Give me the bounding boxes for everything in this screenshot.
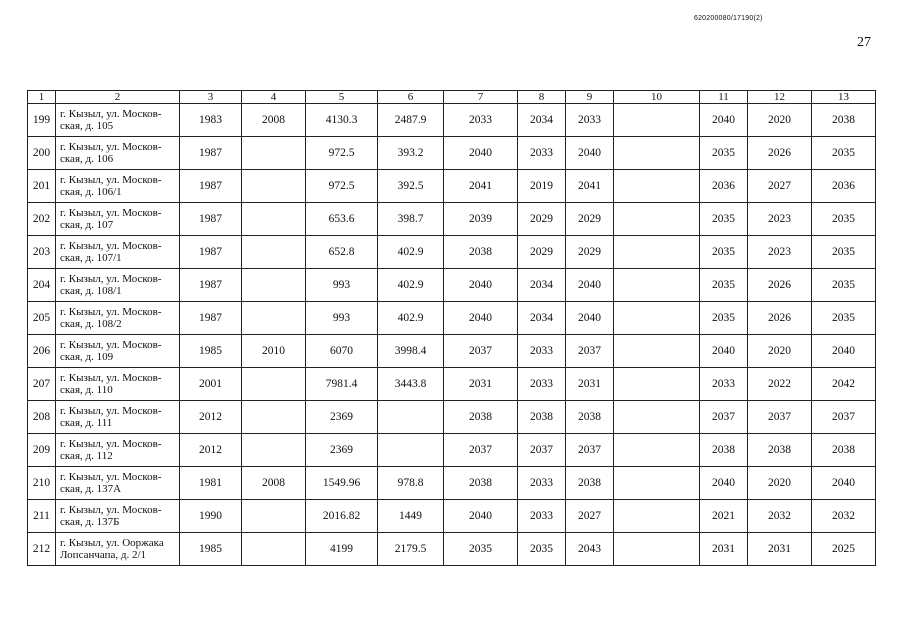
row-number-cell: 205: [28, 302, 56, 335]
table-cell: [614, 104, 700, 137]
table-cell: 2037: [444, 434, 518, 467]
table-cell: 392.5: [378, 170, 444, 203]
table-cell: 972.5: [306, 137, 378, 170]
table-cell: 993: [306, 269, 378, 302]
table-cell: 2040: [444, 500, 518, 533]
table-cell: 2036: [700, 170, 748, 203]
table-cell: 2038: [700, 434, 748, 467]
table-cell: 2040: [700, 467, 748, 500]
table-cell: 2023: [748, 203, 812, 236]
table-cell: 398.7: [378, 203, 444, 236]
table-cell: 2026: [748, 137, 812, 170]
table-cell: 2034: [518, 269, 566, 302]
header-row: [28, 91, 876, 104]
row-number-cell: 209: [28, 434, 56, 467]
table-cell: 1983: [180, 104, 242, 137]
document-code: 620200080/17190(2): [694, 15, 763, 22]
table-cell: 2027: [566, 500, 614, 533]
table-cell: 2029: [518, 203, 566, 236]
table-cell: 2038: [444, 236, 518, 269]
table-cell: 1985: [180, 335, 242, 368]
table-cell: 2040: [444, 302, 518, 335]
row-number-cell: 211: [28, 500, 56, 533]
table-cell: 2034: [518, 302, 566, 335]
table-cell: 2019: [518, 170, 566, 203]
table-cell: [242, 401, 306, 434]
row-number-cell: 204: [28, 269, 56, 302]
address-cell: г. Кызыл, ул. Москов-ская, д. 107: [56, 203, 180, 236]
table-cell: 402.9: [378, 302, 444, 335]
table-cell: 2012: [180, 401, 242, 434]
address-cell: г. Кызыл, ул. Москов-ская, д. 106/1: [56, 170, 180, 203]
table-cell: 2040: [566, 137, 614, 170]
address-cell: г. Кызыл, ул. Москов-ская, д. 109: [56, 335, 180, 368]
table-cell: 2038: [812, 104, 876, 137]
table-cell: 2038: [812, 434, 876, 467]
table-cell: 2037: [518, 434, 566, 467]
table-cell: 2031: [700, 533, 748, 566]
table-cell: [614, 302, 700, 335]
table-cell: 2001: [180, 368, 242, 401]
table-cell: 2025: [812, 533, 876, 566]
table-cell: 2040: [700, 335, 748, 368]
row-number-cell: 201: [28, 170, 56, 203]
address-cell: г. Кызыл, ул. Москов-ская, д. 137А: [56, 467, 180, 500]
column-header-2: 2: [56, 91, 180, 104]
address-cell: г. Кызыл, ул. Москов-ская, д. 106: [56, 137, 180, 170]
table-body: [28, 91, 876, 566]
table-cell: 4199: [306, 533, 378, 566]
row-number-cell: 210: [28, 467, 56, 500]
table-cell: 2026: [748, 269, 812, 302]
table-cell: 2010: [242, 335, 306, 368]
address-cell: г. Кызыл, ул. Москов-ская, д. 108/2: [56, 302, 180, 335]
table-cell: 3998.4: [378, 335, 444, 368]
table-cell: 2038: [566, 401, 614, 434]
table-cell: 2035: [812, 137, 876, 170]
page-number: 27: [857, 35, 871, 50]
table-cell: 1987: [180, 302, 242, 335]
table-cell: 2041: [444, 170, 518, 203]
table-cell: [242, 170, 306, 203]
column-header-10: 10: [614, 91, 700, 104]
table-cell: 2012: [180, 434, 242, 467]
column-header-11: 11: [700, 91, 748, 104]
address-cell: г. Кызыл, ул. Москов-ская, д. 105: [56, 104, 180, 137]
table-cell: 2037: [566, 335, 614, 368]
table-cell: [614, 269, 700, 302]
table-cell: [242, 533, 306, 566]
column-header-7: 7: [444, 91, 518, 104]
table-cell: 2037: [700, 401, 748, 434]
table-cell: 2033: [518, 368, 566, 401]
table-cell: [242, 236, 306, 269]
table-cell: [242, 500, 306, 533]
table-cell: 2033: [700, 368, 748, 401]
table-cell: 2032: [812, 500, 876, 533]
table-cell: 402.9: [378, 236, 444, 269]
table-cell: 2016.82: [306, 500, 378, 533]
table-cell: 2040: [444, 269, 518, 302]
table-cell: 2023: [748, 236, 812, 269]
table-row: [28, 170, 876, 203]
table-cell: 2032: [748, 500, 812, 533]
table-cell: 2036: [812, 170, 876, 203]
table-cell: 2035: [812, 203, 876, 236]
table-cell: 2035: [812, 269, 876, 302]
table-row: [28, 269, 876, 302]
table-cell: 2179.5: [378, 533, 444, 566]
table-cell: [614, 137, 700, 170]
address-cell: г. Кызыл, ул. Москов-ская, д. 111: [56, 401, 180, 434]
table-cell: 2033: [566, 104, 614, 137]
table-cell: 2040: [700, 104, 748, 137]
table-cell: 2038: [444, 467, 518, 500]
table-cell: 393.2: [378, 137, 444, 170]
table-cell: 978.8: [378, 467, 444, 500]
table-cell: 2035: [518, 533, 566, 566]
column-header-1: 1: [28, 91, 56, 104]
table-cell: 2027: [748, 170, 812, 203]
table-cell: [242, 434, 306, 467]
column-header-6: 6: [378, 91, 444, 104]
table-cell: 2031: [566, 368, 614, 401]
address-cell: г. Кызыл, ул. Москов-ская, д. 108/1: [56, 269, 180, 302]
table-cell: 6070: [306, 335, 378, 368]
table-cell: 972.5: [306, 170, 378, 203]
table-cell: 2035: [812, 236, 876, 269]
table-cell: 2035: [700, 236, 748, 269]
table-cell: 1987: [180, 137, 242, 170]
table-cell: 2037: [566, 434, 614, 467]
table-cell: 2037: [812, 401, 876, 434]
column-header-8: 8: [518, 91, 566, 104]
row-number-cell: 212: [28, 533, 56, 566]
column-header-12: 12: [748, 91, 812, 104]
row-number-cell: 207: [28, 368, 56, 401]
table-cell: 1990: [180, 500, 242, 533]
row-number-cell: 199: [28, 104, 56, 137]
table-cell: 2035: [444, 533, 518, 566]
table-cell: 2369: [306, 434, 378, 467]
table-cell: 2029: [566, 203, 614, 236]
table-cell: 2020: [748, 104, 812, 137]
table-cell: 2039: [444, 203, 518, 236]
table-cell: [242, 302, 306, 335]
table-cell: [614, 368, 700, 401]
table-cell: 2037: [444, 335, 518, 368]
table-cell: 2008: [242, 467, 306, 500]
table-cell: 2040: [566, 269, 614, 302]
table-cell: 2487.9: [378, 104, 444, 137]
row-number-cell: 203: [28, 236, 56, 269]
table-cell: 1987: [180, 236, 242, 269]
table-cell: 402.9: [378, 269, 444, 302]
table-cell: 652.8: [306, 236, 378, 269]
table-cell: 2033: [518, 137, 566, 170]
data-table: [27, 90, 876, 566]
table-cell: 1981: [180, 467, 242, 500]
table-row: [28, 302, 876, 335]
table-cell: [614, 434, 700, 467]
table-cell: 2029: [566, 236, 614, 269]
table-cell: 2041: [566, 170, 614, 203]
table-cell: 2040: [812, 467, 876, 500]
table-cell: [614, 335, 700, 368]
table-cell: 2033: [444, 104, 518, 137]
table-cell: 993: [306, 302, 378, 335]
table-cell: 2035: [700, 302, 748, 335]
table-cell: [614, 170, 700, 203]
table-cell: 2369: [306, 401, 378, 434]
table-cell: 2035: [812, 302, 876, 335]
table-cell: 2033: [518, 467, 566, 500]
table-cell: 2035: [700, 137, 748, 170]
table-cell: 2029: [518, 236, 566, 269]
column-header-3: 3: [180, 91, 242, 104]
column-header-4: 4: [242, 91, 306, 104]
table-cell: 2038: [518, 401, 566, 434]
table-cell: 2026: [748, 302, 812, 335]
table-cell: [614, 236, 700, 269]
address-cell: г. Кызыл, ул. Ооржака Лопсанчапа, д. 2/1: [56, 533, 180, 566]
row-number-cell: 208: [28, 401, 56, 434]
table-cell: 2038: [748, 434, 812, 467]
column-header-9: 9: [566, 91, 614, 104]
table-cell: 2020: [748, 467, 812, 500]
table-cell: 2033: [518, 335, 566, 368]
table-row: [28, 236, 876, 269]
table-cell: [378, 401, 444, 434]
table-row: [28, 203, 876, 236]
table-cell: 2008: [242, 104, 306, 137]
table-cell: 2038: [566, 467, 614, 500]
table-cell: 2020: [748, 335, 812, 368]
table-cell: 2034: [518, 104, 566, 137]
address-cell: г. Кызыл, ул. Москов-ская, д. 107/1: [56, 236, 180, 269]
table-cell: 3443.8: [378, 368, 444, 401]
table-cell: 4130.3: [306, 104, 378, 137]
table-cell: [614, 401, 700, 434]
table-row: [28, 368, 876, 401]
table-row: [28, 335, 876, 368]
table-cell: 653.6: [306, 203, 378, 236]
table-row: [28, 533, 876, 566]
table-cell: 2042: [812, 368, 876, 401]
table-cell: [242, 269, 306, 302]
table-cell: [242, 137, 306, 170]
table-cell: 2040: [812, 335, 876, 368]
row-number-cell: 200: [28, 137, 56, 170]
table-row: [28, 500, 876, 533]
table-cell: 2040: [566, 302, 614, 335]
table-cell: [614, 500, 700, 533]
table-row: [28, 434, 876, 467]
address-cell: г. Кызыл, ул. Москов-ская, д. 110: [56, 368, 180, 401]
table-cell: 2037: [748, 401, 812, 434]
address-cell: г. Кызыл, ул. Москов-ская, д. 137Б: [56, 500, 180, 533]
table-row: [28, 467, 876, 500]
table-cell: 2031: [444, 368, 518, 401]
table-cell: 2038: [444, 401, 518, 434]
table-cell: 2021: [700, 500, 748, 533]
table-cell: 1985: [180, 533, 242, 566]
row-number-cell: 206: [28, 335, 56, 368]
table-cell: 7981.4: [306, 368, 378, 401]
row-number-cell: 202: [28, 203, 56, 236]
table-cell: 2033: [518, 500, 566, 533]
table-cell: [614, 533, 700, 566]
table-row: [28, 137, 876, 170]
table-row: [28, 104, 876, 137]
table-cell: 2022: [748, 368, 812, 401]
column-header-13: 13: [812, 91, 876, 104]
table-cell: 2040: [444, 137, 518, 170]
table-cell: [614, 203, 700, 236]
table-cell: [242, 203, 306, 236]
table-cell: 2043: [566, 533, 614, 566]
table-cell: 1987: [180, 203, 242, 236]
table-cell: 2035: [700, 203, 748, 236]
table-cell: 1449: [378, 500, 444, 533]
table-row: [28, 401, 876, 434]
table-cell: 1549.96: [306, 467, 378, 500]
table-cell: 1987: [180, 269, 242, 302]
table-cell: 1987: [180, 170, 242, 203]
table-cell: [378, 434, 444, 467]
table-cell: 2031: [748, 533, 812, 566]
address-cell: г. Кызыл, ул. Москов-ская, д. 112: [56, 434, 180, 467]
table-cell: [242, 368, 306, 401]
table-cell: 2035: [700, 269, 748, 302]
column-header-5: 5: [306, 91, 378, 104]
table-cell: [614, 467, 700, 500]
